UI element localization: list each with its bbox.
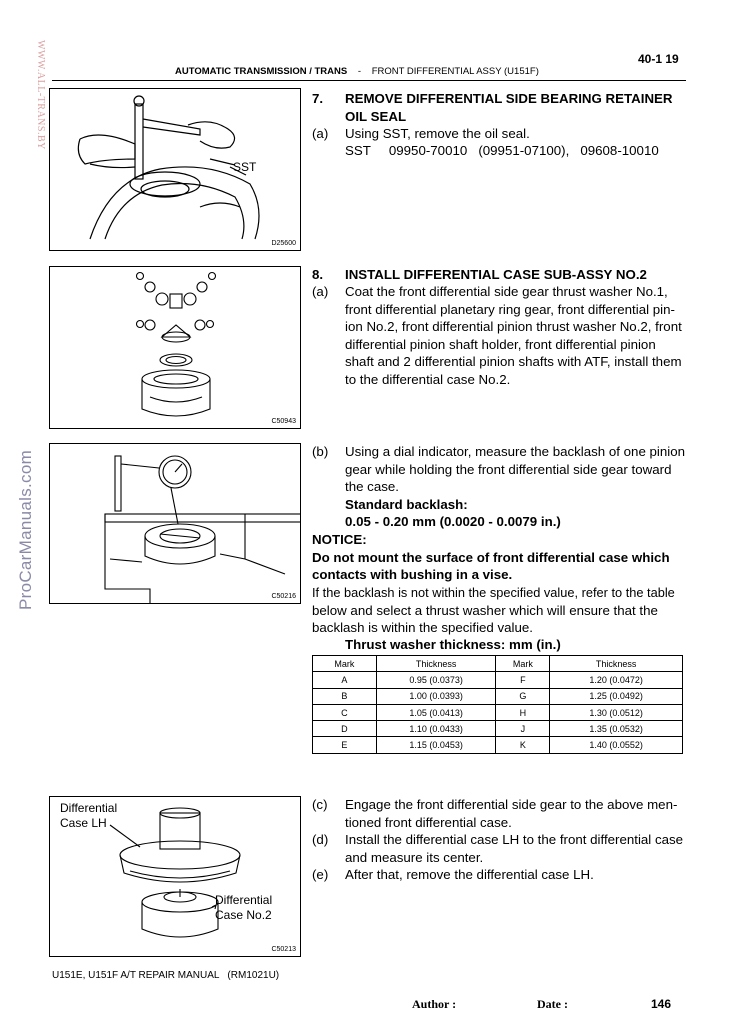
backlash-info [312,584,683,637]
step-8b-label: (b) [312,444,329,459]
column-header: Mark [313,656,377,672]
step-7-title-line: REMOVE DIFFERENTIAL SIDE BEARING RETAINER [345,91,673,106]
figure-dial-indicator [49,443,301,604]
notice-line: contacts with bushing in a vise. [312,567,513,583]
oil-seal-removal-illustration [50,89,300,250]
page-number: 40-1 19 [638,52,679,66]
step-8e-text: After that, remove the differential case LH. [345,867,594,882]
step-7-title [345,90,683,125]
header-rule [52,80,686,81]
text-line: Engage the front differential side gear to the above men- [345,797,678,812]
step-8c-label: (c) [312,797,328,812]
notice-block [312,531,683,584]
step-8e-label: (e) [312,867,329,882]
dial-indicator-illustration [50,444,300,603]
step-8a-text [345,283,683,389]
date-label: Date : [537,997,568,1011]
table-cell: 0.95 (0.0373) [376,672,496,688]
column-header: Thickness [376,656,496,672]
table-cell: G [496,688,550,704]
column-header: Thickness [550,656,683,672]
sst-line-label: SST [345,143,371,158]
header-separator: - [357,66,362,77]
text-line: below and select a thrust washer which will ensure that the [312,602,658,618]
table-cell: J [496,721,550,737]
table-cell: 1.30 (0.0512) [550,704,683,720]
table-cell: 1.20 (0.0472) [550,672,683,688]
text-line: front differential planetary ring gear, front differential pin- [345,301,675,317]
step-8d-label: (d) [312,832,329,847]
table-cell: K [496,737,550,753]
sst-part-numbers: 09950-70010 (09951-07100), 09608-10010 [388,143,659,158]
step-8b-text [345,443,686,531]
standard-backlash-value: 0.05 - 0.20 mm (0.0020 - 0.0079 in.) [345,514,561,530]
table-cell: 1.40 (0.0552) [550,737,683,753]
table-cell: B [313,688,377,704]
table-cell: D [313,721,377,737]
step-8-title: INSTALL DIFFERENTIAL CASE SUB-ASSY NO.2 [345,267,647,282]
text-line: backlash is within the specified value. [312,620,533,636]
text-line: Using a dial indicator, measure the backlash of one pinion [345,444,686,459]
step-7-number: 7. [312,91,324,106]
step-8-number: 8. [312,267,324,282]
label-differential-case-no2 [215,893,272,923]
label-line: Case No.2 [215,908,272,922]
table-cell: 1.05 (0.0413) [376,704,496,720]
text-line: Coat the front differential side gear thrust washer No.1, [345,284,668,299]
figure-differential-exploded [49,266,301,429]
table-row [313,672,683,688]
text-line: differential pinion shaft holder, front differential pinion [345,336,656,352]
watermark-procarmanuals: ProCarManuals.com [16,449,35,610]
table-header-row [313,656,683,672]
label-line: Case LH [60,816,107,830]
text-line: the case. [345,479,399,495]
table-cell: A [313,672,377,688]
step-7a-text: Using SST, remove the oil seal. [345,126,530,141]
text-line: ion No.2, front differential pinion thrust washer No.2, front [345,319,682,335]
figure-oil-seal-removal [49,88,301,251]
manual-footer: U151E, U151F A/T REPAIR MANUAL (RM1021U) [52,970,280,981]
sst-label: SST [233,160,257,174]
text-line: gear while holding the front differential side gear toward [345,461,672,477]
table-cell: 1.25 (0.0492) [550,688,683,704]
text-line: Install the differential case LH to the front differential case [345,832,684,847]
sst-line [345,142,683,160]
table-row [313,688,683,704]
table-cell: H [496,704,550,720]
thrust-washer-table [312,655,683,754]
table-cell: C [313,704,377,720]
subsection-title: FRONT DIFFERENTIAL ASSY (U151F) [371,66,539,77]
table-row [313,721,683,737]
notice-label: NOTICE: [312,532,367,547]
table-cell: E [313,737,377,753]
table-row [313,737,683,753]
standard-backlash-label: Standard backlash: [345,496,468,512]
table-cell: 1.15 (0.0453) [376,737,496,753]
author-label: Author : [412,997,457,1011]
step-8c-text [345,796,683,831]
table-title: Thrust washer thickness: mm (in.) [345,637,561,652]
label-differential-case-lh [60,801,117,831]
figure-code: D25600 [271,240,296,247]
table-cell: 1.10 (0.0433) [376,721,496,737]
table-cell: 1.35 (0.0532) [550,721,683,737]
figure-code: C50216 [271,593,296,600]
text-line: tioned front differential case. [345,814,512,830]
exploded-parts-illustration [50,267,300,428]
text-line: shaft and 2 differential pinion shafts with ATF, install them [345,354,682,370]
section-title: AUTOMATIC TRANSMISSION / TRANS [175,66,348,77]
footer-page-number: 146 [651,997,672,1011]
step-8a-label: (a) [312,284,329,299]
step-7-title-line: OIL SEAL [345,108,407,124]
figure-differential-case-lh [49,796,301,957]
notice-line: Do not mount the surface of front differential case which [312,549,670,565]
table-cell: F [496,672,550,688]
figure-code: C50213 [271,946,296,953]
watermark-all-trans: WWW.ALL-TRANS.BY [35,40,46,150]
column-header: Mark [496,656,550,672]
table-cell: 1.00 (0.0393) [376,688,496,704]
figure-code: C50943 [271,418,296,425]
label-line: Differential [60,801,118,815]
step-7a-label: (a) [312,126,329,141]
running-header [175,66,539,77]
text-line: and measure its center. [345,849,484,865]
text-line: to the differential case No.2. [345,371,511,387]
label-line: Differential [215,893,273,907]
text-line: If the backlash is not within the specified value, refer to the table [312,585,675,600]
step-8d-text [345,831,683,866]
table-row [313,704,683,720]
